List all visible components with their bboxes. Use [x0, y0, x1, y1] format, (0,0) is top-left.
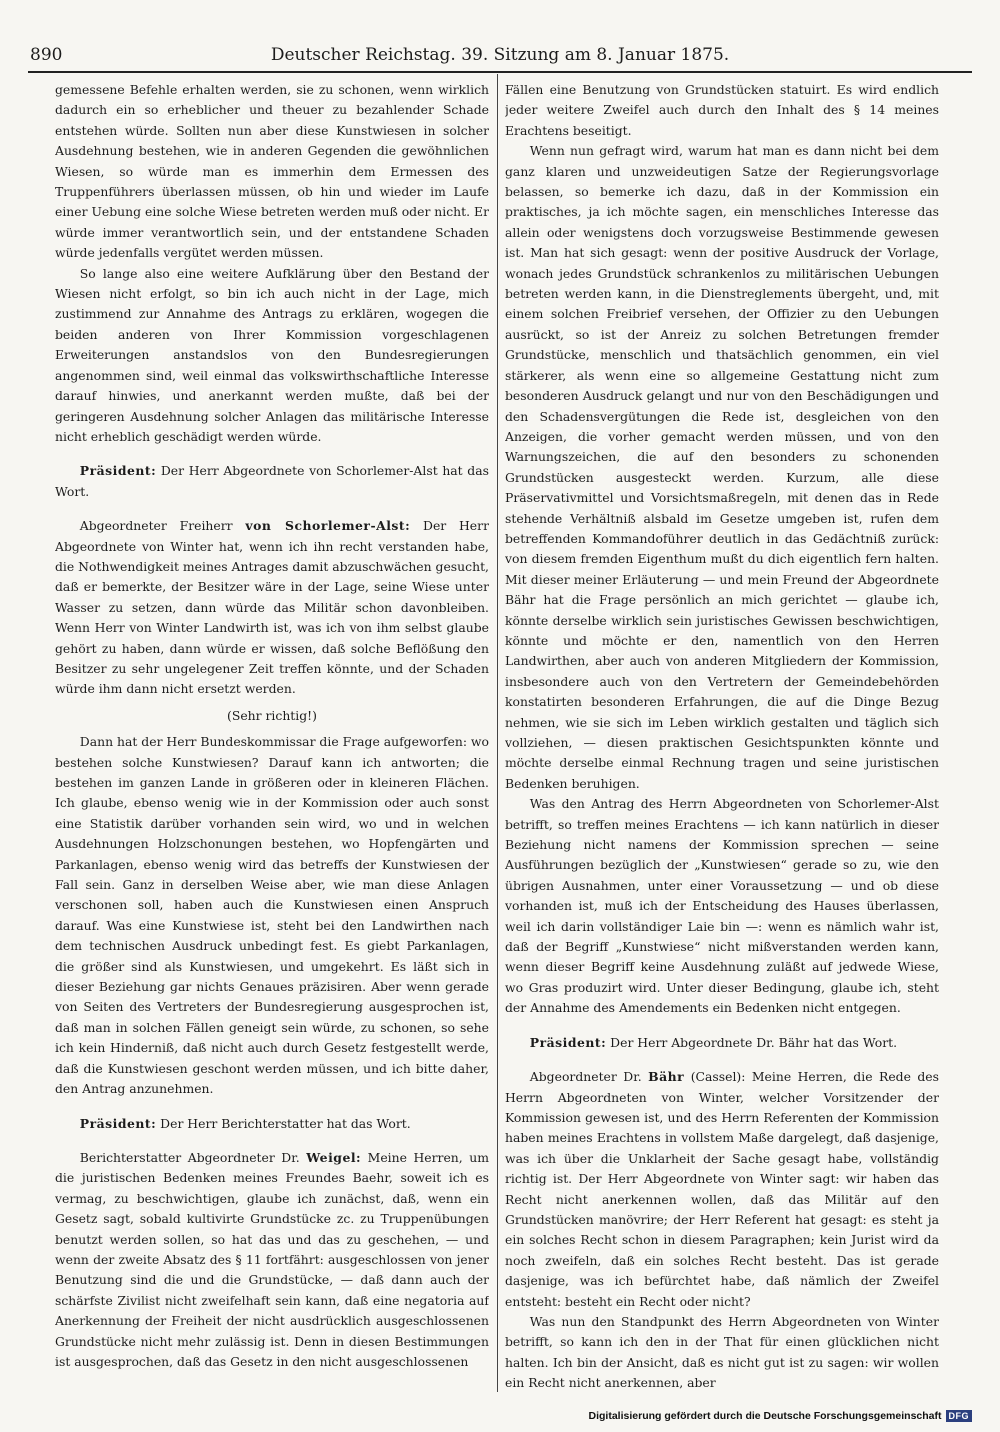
speech-text: Der Herr Abgeordnete von Winter hat, wenn ich ihn recht verstanden habe, die Nothwendigkeit meines Antrages damit abzuschwächen gesucht, daß er bemerkte, der Besitzer wäre in der Lage, seine Wiese unter Wasser zu setzen, dann würde das Militär schon davonbleiben. Wenn Herr von Winter Landwirth ist, was ich von ihm selbst glaube gehört zu haben, dann würde er wissen, daß solche Beflößung den Besitzer zu sehr ungelegener Zeit treffen könnte, und der Schaden würde ihm dann nicht ersetzt werden. — [55, 518, 489, 697]
header-rule — [28, 71, 972, 73]
speech-text: Der Herr Abgeordnete von Schorlemer-Alst hat das Wort. — [55, 463, 489, 499]
speaker-name: Bähr — [648, 1069, 685, 1085]
speaker-intro: Abgeordneter Dr. — [529, 1069, 642, 1085]
speech-turn — [55, 1148, 489, 1372]
paragraph: Was nun den Standpunkt des Herrn Abgeordneten von Winter betrifft, so kann ich den in der That für einen glücklichen nicht halten. Ich bin der Ansicht, daß es nicht gut ist zu sagen: wir wollen ein Recht nicht anerkennen, aber — [505, 1313, 939, 1391]
footer-text: Digitalisierung gefördert durch die Deutsche Forschungsgemeinschaft — [588, 1410, 942, 1422]
speech-text: Der Herr Berichterstatter hat das Wort. — [160, 1115, 411, 1131]
paragraph: Dann hat der Herr Bundeskommissar die Frage aufgeworfen: wo bestehen solche Kunstwiesen? Darauf kann ich antworten; die bestehen im ganzen Lande in größeren oder in kleineren Flächen. Ich glaube, ebenso wenig wie in der Kommission oder auch sonst eine Statistik darüber vorhanden sein wird, wo und in welchen Ausdehnungen Holzschonungen bestehen, wo Hopfengärten und Parkanlagen, ebenso wenig wird das betreffs der Kunstwiesen der Fall sein. Ganz in derselben Weise aber, wie man diese Anlagen verschonen soll, haben auch die Kunstwiesen einen Anspruch darauf. Was eine Kunstwiese ist, steht bei den Landwirthen nach dem technischen Ausdruck unbedingt fest. Es giebt Parkanlagen, die größer sind als Kunstwiesen, und umgekehrt. Es läßt sich in dieser Beziehung gar nichts Genaues präzisiren. Aber wenn gerade von Seiten des Vertreters der Bundesregierung ausgesprochen ist, daß man in solchen Fällen geneigt sein würde, zu schonen, so sehe ich kein Hinderniß, daß nicht auch durch Gesetz festgestellt werde, daß die Kunstwiesen geschont werden müssen, und ich bitte daher, den Antrag anzunehmen. — [55, 734, 489, 1097]
page-header — [28, 40, 972, 70]
paragraph: So lange also eine weitere Aufklärung über den Bestand der Wiesen nicht erfolgt, so bin ich auch nicht in der Lage, mich zustimmend zur Annahme des Antrags zu erklären, wogegen die beiden anderen von Ihrer Kommission vorgeschlagenen Erweiterungen anstandslos von den Bundesregierungen angenommen sind, weil einmal das volkswirthschaftliche Interesse darauf hinwies, und anerkannt werden mußte, daß bei der geringeren Ausdehnung solcher Anlagen das militärische Interesse nicht erheblich geschädigt werden würde. — [55, 265, 489, 444]
speaker-name: Präsident: — [529, 1034, 607, 1050]
speech-turn — [55, 1114, 489, 1134]
right-column — [505, 80, 939, 1392]
page-number: 890 — [30, 45, 63, 65]
left-column — [55, 80, 489, 1392]
running-title: Deutscher Reichstag. 39. Sitzung am 8. Januar 1875. — [270, 45, 730, 65]
speaker-intro: Abgeordneter Freiherr — [79, 518, 233, 534]
paragraph: gemessene Befehle erhalten werden, sie zu schonen, wenn wirklich dadurch ein so erheblicher und theuer zu bezahlender Schade entstehen würde. Sollten nun aber diese Kunstwiesen in solcher Ausdehnung bestehen, wie in anderen Gegenden die gewöhnlichen Wiesen, so würde man es immerhin dem Ermessen des Truppenführers überlassen müssen, ob hin und wieder im Laufe einer Uebung eine solche Wiese betreten werden muß oder nicht. Er würde immer verantwortlich sein, und der entstandene Schaden würde jedenfalls vergütet werden müssen. — [55, 82, 489, 261]
speech-turn — [505, 1033, 939, 1053]
speech-text: Der Herr Abgeordnete Dr. Bähr hat das Wort. — [610, 1034, 898, 1050]
paragraph: Wenn nun gefragt wird, warum hat man es dann nicht bei dem ganz klaren und unzweideutigen Satze der Regierungsvorlage belassen, so bemerke ich dazu, daß in der Kommission ein praktisches, ja ich möchte sagen, ein menschliches Interesse das allein oder wenigstens doch vorzugsweise Bestimmende gewesen ist. Man hat sich gesagt: wenn der positive Ausdruck der Vorlage, wonach jedes Grundstück schrankenlos zu militärischen Uebungen betreten werden kann, in die Dienstreglements übergeht, und, mit einem solchen Freibrief versehen, der Offizier zu den Uebungen ausrückt, so ist der Anreiz zu solchen Betretungen fremder Grundstücke, menschlich und thatsächlich genommen, ein viel stärkerer, als wenn eine so allgemeine Gestattung nicht zum besonderen Ausdruck gelangt und nur von den Beschädigungen und den Schadensvergütungen die Rede ist, desgleichen von den Anzeigen, die vorher gemacht werden müssen, und von den Warnungszeichen, die auf den besonders zu schonenden Grundstücken ausgesteckt werden. Kurzum, alle diese Präservativmittel und Vorsichtsmaßregeln, mit denen das in Rede stehende Verhältniß alsbald im Gesetze umgeben ist, rufen dem betreffenden Kommandoführer deutlich in das Gedächtniß zurück: von diesem fremden Eigenthum mußt du dich eigentlich fern halten. Mit dieser meiner Erläuterung — und mein Freund der Abgeordnete Bähr hat die Frage persönlich an mich gerichtet — glaube ich, könnte derselbe wirklich sein juristisches Gewissen beschwichtigen, könnte und möchte er den, namentlich von den Herren Landwirthen, aber auch von anderen Mitgliedern der Kommission, insbesondere auch von den Vertretern der Gemeindebehörden konstatirten besonderen Erfahrungen, die auf die Dinge Bezug nehmen, wie sie sich im Leben wirklich gestalten und täglich sich vollziehen, — diesen praktischen Gesichtspunkten könnte und möchte derselbe einmal Rechnung tragen und seine juristischen Bedenken beruhigen. — [505, 143, 939, 791]
footer-credit — [589, 1407, 972, 1425]
paragraph: Fällen eine Benutzung von Grundstücken statuirt. Es wird endlich jeder weitere Zweifel auch durch den Inhalt des § 14 meines Erachtens beseitigt. — [505, 82, 939, 138]
speaker-name: Präsident: — [79, 463, 157, 479]
speaker-intro: Berichterstatter Abgeordneter Dr. — [79, 1149, 300, 1165]
speech-turn — [55, 461, 489, 502]
column-divider — [497, 74, 498, 1392]
paragraph: Was den Antrag des Herrn Abgeordneten von Schorlemer-Alst betrifft, so treffen meines Erachtens — ich kann natürlich in dieser Beziehung nicht namens der Kommission sprechen — seine Ausführungen bezüglich der „Kunstwiesen“ gerade so zu, wie den übrigen Ausnahmen, unter einer Voraussetzung — und ob diese vorhanden ist, muß ich der Entscheidung des Hauses überlassen, weil ich darin vollständiger Laie bin —: wenn es nämlich wahr ist, daß der Begriff „Kunstwiese“ nicht mißverstanden werden kann, wenn dieser Begriff keine Ausdehnung zuläßt auf jedwede Wiese, wo Gras produzirt wird. Unter dieser Bedingung, glaube ich, steht der Annahme des Amendements ein Bedenken nicht entgegen. — [505, 796, 939, 1016]
dfg-logo: DFG — [946, 1410, 973, 1422]
speech-text: (Cassel): Meine Herren, die Rede des Herrn Abgeordneten von Winter, welcher Vorsitzender der Kommission gewesen ist, und des Herrn Referenten der Kommission haben meines Erachtens in vollstem Maße dargelegt, daß dasjenige, was ich über die Unklarheit der Sache gesagt habe, vollständig richtig ist. Der Herr Abgeordnete von Winter sagt: wir haben das Recht nicht anerkennen wollen, daß das Militär auf den Grundstücken manövrire; der Herr Referent hat gesagt: es steht ja ein solches Recht schon in diesem Paragraphen; kein Jurist wird da noch zweifeln, daß ein solches Recht besteht. Das ist gerade dasjenige, was ich befürchtet habe, daß nämlich der Zweifel entsteht: besteht ein Recht oder nicht? — [505, 1069, 939, 1309]
speaker-name: von Schorlemer-Alst: — [245, 518, 411, 534]
speech-turn — [505, 1067, 939, 1312]
speaker-name: Weigel: — [306, 1149, 362, 1165]
interjection: (Sehr richtig!) — [227, 707, 317, 723]
speaker-name: Präsident: — [79, 1115, 157, 1131]
speech-turn — [55, 516, 489, 700]
speech-text: Meine Herren, um die juristischen Bedenken meines Freundes Baehr, soweit ich es vermag, zu beschwichtigen, glaube ich zunächst, daß, wenn ein Gesetz sagt, sobald kultivirte Grundstücke zc. zu Truppenübungen benutzt werden sollen, so hat das und das zu geschehen, — und wenn der zweite Absatz des § 11 fortfährt: ausgeschlossen von jener Benutzung sind die und die Grundstücke, — daß dann auch der schärfste Zivilist nicht zweifelhaft sein kann, daß eine negatoria auf Anerkennung der Freiheit der nicht ausdrücklich ausgeschlossenen Grundstücke nicht mehr zulässig ist. Denn in diesen Bestimmungen ist ausgesprochen, daß das Gesetz in den nicht ausgeschlossenen — [55, 1149, 489, 1369]
